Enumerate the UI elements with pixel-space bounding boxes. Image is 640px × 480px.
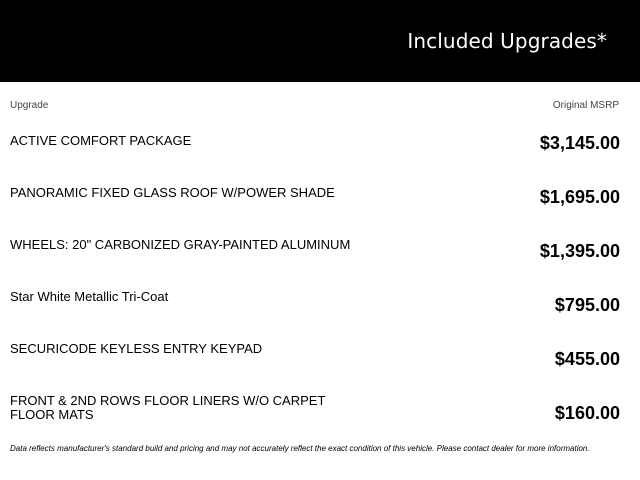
upgrade-name: Star White Metallic Tri-Coat <box>10 289 169 304</box>
upgrade-price: $1,395.00 <box>539 241 620 261</box>
upgrade-price: $455.00 <box>554 349 620 369</box>
upgrade-row <box>10 290 620 340</box>
upgrade-row <box>10 342 620 392</box>
upgrade-name: WHEELS: 20" CARBONIZED GRAY-PAINTED ALUMINUM <box>10 237 351 252</box>
upgrade-row <box>10 134 620 184</box>
upgrade-name: ACTIVE COMFORT PACKAGE <box>10 133 192 148</box>
upgrade-row <box>10 238 620 288</box>
upgrade-price: $160.00 <box>554 403 620 423</box>
disclaimer-text: Data reflects manufacturer's standard build and pricing and may not accurately reflect the exact condition of this vehicle. Please contact dealer for more information. <box>10 444 590 453</box>
header-bar <box>0 0 640 82</box>
upgrade-name: FRONT & 2ND ROWS FLOOR LINERS W/O CARPET FLOOR MATS <box>10 393 326 422</box>
upgrade-price: $3,145.00 <box>539 133 620 153</box>
upgrade-price: $1,695.00 <box>539 187 620 207</box>
upgrade-row <box>10 394 620 444</box>
upgrade-name: SECURICODE KEYLESS ENTRY KEYPAD <box>10 341 263 356</box>
upgrade-price: $795.00 <box>554 295 620 315</box>
column-header-msrp: Original MSRP <box>552 100 619 111</box>
upgrade-name: PANORAMIC FIXED GLASS ROOF W/POWER SHADE <box>10 185 335 200</box>
upgrade-row <box>10 186 620 236</box>
page-title: Included Upgrades* <box>407 29 607 53</box>
column-header-upgrade: Upgrade <box>10 100 49 111</box>
